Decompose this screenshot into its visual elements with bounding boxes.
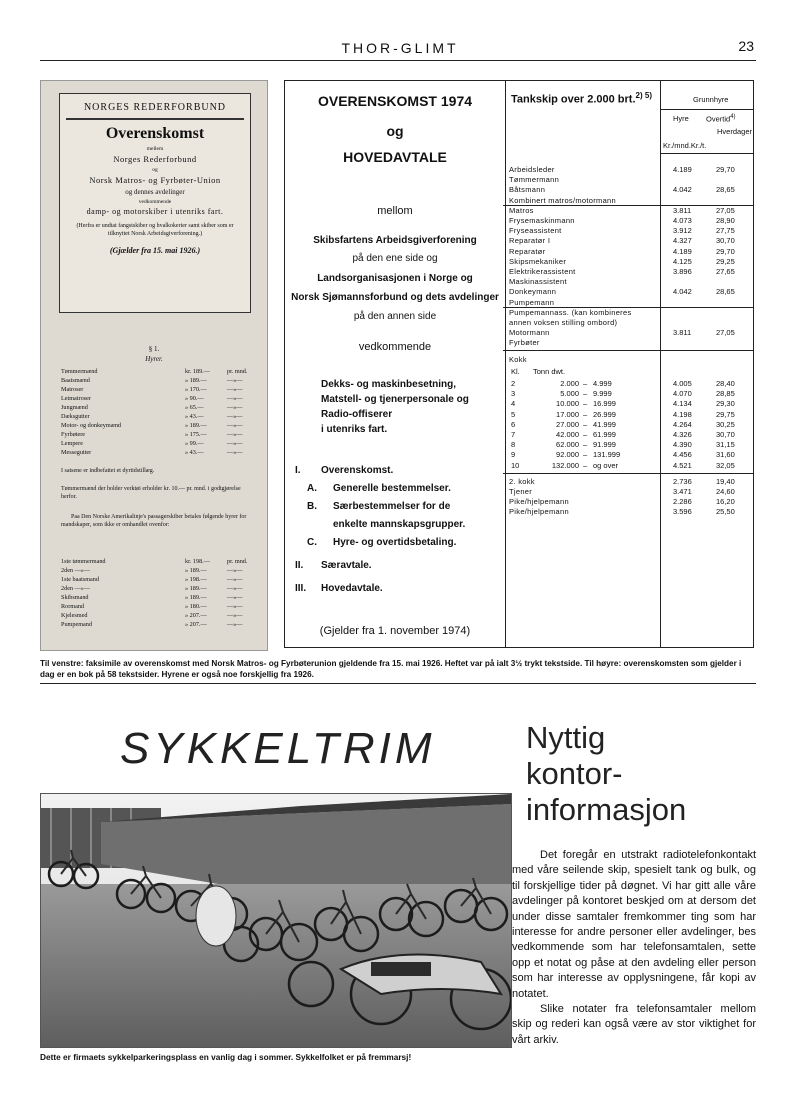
wage-row (61, 367, 257, 376)
info-paragraph: Slike notater fra telefonsamtaler mellom skip og rederi kan også være av stor viktighet for vårt arkiv. (512, 1003, 756, 1046)
tanker-wage-table (503, 80, 754, 648)
header-unit: Kr./mnd.Kr./t. (663, 141, 707, 150)
tanker-position: Tømmermann (509, 175, 560, 185)
wage-unit: —»— (227, 404, 243, 411)
wage-row (61, 376, 257, 385)
wage-title: Motor- og donkeymænd (61, 422, 122, 429)
wage-unit: —»— (227, 440, 243, 447)
tanker-position: Donkeymann (509, 287, 557, 297)
header-rule (660, 153, 753, 154)
wage-amount: » 189.— (185, 585, 207, 592)
tanker-position: Pumpemannass. (kan kombineres (509, 307, 632, 317)
wage-row (61, 430, 257, 439)
tanker-hyre: 4.070 (673, 389, 692, 399)
info-heading-line: kontor- (526, 756, 623, 791)
info-body (512, 848, 756, 1048)
wage-title: 2den —»— (61, 567, 91, 574)
tanker-position: Elektrikerassistent (509, 267, 576, 276)
cover-og: og (152, 167, 158, 173)
wage-amount: » 175.— (185, 431, 207, 438)
cover-mellem: mellem (146, 146, 164, 152)
agreement-concerning: vedkommende (358, 341, 432, 353)
wage-unit: —»— (227, 431, 243, 438)
tanker-hyre: 4.189 (673, 246, 692, 256)
wage-amount: » 99.— (185, 440, 204, 447)
tanker-overtid: 29,25 (716, 256, 735, 266)
tonnage-to: 41.999 (593, 419, 616, 429)
tanker-position: Matros (509, 205, 534, 215)
wage-unit: —»— (227, 585, 243, 592)
wage-title: Fyrbøtere (61, 431, 86, 438)
cover-heading: NORGES REDERFORBUND (83, 102, 227, 113)
wage-row (61, 602, 257, 611)
wage-unit: —»— (227, 377, 243, 384)
class-number: 3 (511, 389, 516, 399)
agreement-valid-from: (Gjelder fra 1. november 1974) (319, 625, 471, 637)
tanker-overtid: 30,70 (716, 236, 735, 246)
contents-number: II. (295, 560, 304, 571)
tanker-hyre: 3.596 (673, 507, 692, 517)
wage-title: Messegutter (61, 449, 92, 456)
tonnage-from: 17.000 (556, 409, 579, 419)
facsimile-1926 (40, 80, 268, 651)
tanker-position: 2. kokk (509, 476, 535, 486)
tanker-position: Pumpemann (509, 297, 555, 307)
tonnage-dash: – (583, 379, 588, 388)
section-rule (503, 350, 753, 351)
header-overtid (706, 114, 736, 124)
header-overtid-footnote: 4) (730, 114, 736, 120)
wage-unit: —»— (227, 594, 243, 601)
cover-party1: Norges Rederforbund (113, 154, 197, 164)
tanker-position: annen voksen stilling ombord) (509, 318, 618, 327)
cover-title: Overenskomst (105, 125, 205, 142)
facsimile-para-1: I satsene er indbefattet et dyrtidstillæg. (61, 468, 155, 474)
info-heading-line: Nyttig (526, 720, 606, 755)
tanker-hyre: 3.896 (673, 267, 692, 276)
tonnage-to: 61.999 (593, 430, 616, 439)
wage-title: Tømmermænd (61, 368, 98, 375)
agreement-title: OVERENSKOMST 1974 (317, 93, 473, 109)
tanker-overtid: 28,65 (716, 287, 735, 297)
wage-row (61, 394, 257, 403)
tanker-hyre: 4.042 (673, 287, 692, 297)
wage-unit: —»— (227, 386, 243, 393)
class-number: 4 (511, 399, 516, 409)
tanker-hyre: 4.073 (673, 216, 692, 225)
cover-subject: damp- og motorskiber i utenriks fart. (86, 207, 224, 216)
facsimile-para-3: Paa Den Norske Amerikalinje's passagerskiber betales følgende hyrer for mandskaper, som ikke er omhandlet ovenfor: (61, 514, 247, 528)
tanker-hyre: 4.264 (673, 419, 692, 429)
tanker-position: Skipsmekaniker (509, 256, 567, 266)
contents-letter (295, 517, 329, 532)
facsimile-cover (59, 93, 251, 313)
tanker-hyre: 4.134 (673, 399, 692, 409)
tanker-overtid: 31,60 (716, 450, 735, 460)
agreement-side2: på den annen side (353, 311, 437, 322)
wage-row (61, 557, 257, 566)
wage-table-passenger (61, 557, 257, 629)
class-number: 5 (511, 409, 516, 419)
wage-table-1926 (61, 367, 257, 457)
tanker-overtid: 27,05 (716, 205, 735, 215)
contents-number: I. (295, 465, 301, 476)
column-divider (660, 81, 661, 647)
tonnage-from: 2.000 (560, 379, 579, 388)
header-hverdager: Hverdager (717, 127, 753, 136)
bicycle-parking-photo (40, 793, 512, 1048)
wage-amount: » 43.— (185, 413, 204, 420)
wage-row (61, 412, 257, 421)
wage-title: Pumpemand (61, 621, 92, 628)
tonnage-dash: – (583, 450, 588, 460)
contents-text: Generelle bestemmelser. (333, 483, 451, 494)
header-overtid-text: Overtid (706, 114, 731, 124)
wage-title: 1ste baatsmand (61, 576, 99, 583)
info-paragraph: Det foregår en utstrakt radiotelefonkontakt med våre seilende skip, spesielt tank og bulk, og til forskjellige tider på døgnet. Vi har gitt alle våre avdelinger på kontoret beskjed om at dersom det under disse samtaler fremkommer ting som har interesse for andre personer eller avdelinger, bes vedkommende som har telefonsamtalen, sette opp et notat og påse at den avdeling eller person som har interesse av opplysningene, får kopi av notatet. (512, 849, 756, 1000)
tonnage-from: 92.000 (556, 450, 579, 460)
wage-amount: » 198.— (185, 576, 207, 583)
contents-text: enkelte mannskapsgrupper. (333, 519, 466, 530)
tanker-hyre: 2.286 (673, 497, 692, 507)
tanker-hyre: 3.912 (673, 226, 692, 236)
wage-row (61, 620, 257, 629)
cover-date: (Gjælder fra 15. mai 1926.) (109, 246, 201, 255)
tanker-hyre: 4.326 (673, 430, 692, 439)
wage-unit: —»— (227, 621, 243, 628)
section-number: § 1. (148, 345, 160, 353)
tonnage-from: 42.000 (556, 430, 579, 439)
header-hyre: Hyre (673, 114, 689, 123)
tanker-overtid: 32,05 (716, 460, 735, 470)
tanker-title-footnote: 2) 5) (635, 91, 652, 100)
class-number: 10 (511, 460, 520, 470)
wage-unit: —»— (227, 413, 243, 420)
tanker-overtid: 27,05 (716, 328, 735, 338)
tanker-overtid: 31,15 (716, 440, 735, 450)
contents-item (295, 481, 500, 496)
wage-row (61, 611, 257, 620)
wage-row (61, 421, 257, 430)
agreement-side1: på den ene side og (352, 253, 438, 264)
tonnage-to: 4.999 (593, 379, 612, 388)
running-header: THOR-GLIMT (341, 40, 459, 56)
tanker-overtid: 29,70 (716, 165, 735, 174)
wage-unit: pr. mnd. (227, 368, 248, 375)
tonnage-to: 91.999 (593, 440, 616, 450)
contents-item (295, 517, 500, 532)
contents-item (295, 558, 500, 573)
photo-caption: Dette er firmaets sykkelparkeringsplass en vanlig dag i sommer. Sykkelfolket er på fremmarsj! (40, 1052, 412, 1062)
tonnage-dash: – (583, 409, 588, 419)
wage-unit: —»— (227, 567, 243, 574)
tanker-position: Kombinert matros/motormann (509, 195, 617, 205)
cover-exception: (Herfra er undtat fangstskiber og hvalkokerier samt skiber som er tilknyttet Norsk Arbeidsgiverforening.) (76, 223, 234, 237)
tanker-position: Motormann (509, 328, 550, 338)
tanker-position: Fyrbøter (509, 338, 540, 348)
tanker-hyre: 3.811 (673, 328, 692, 338)
tanker-overtid: 29,75 (716, 409, 735, 419)
info-heading (526, 720, 686, 828)
contents-text: Særavtale. (321, 560, 372, 571)
wage-unit: —»— (227, 576, 243, 583)
figure-caption: Til venstre: faksimile av overenskomst med Norsk Matros- og Fyrbøterunion gjeldende fra 15. mai 1926. Heftet var på ialt 3½ trykt tekstside. Til høyre: overenskomsten som gjelder i dag er en bok på 58 tekstsider. Hyrene er også noe forskjellig fra 1926. (40, 659, 742, 679)
wage-row (61, 566, 257, 575)
tanker-overtid: 25,50 (716, 507, 735, 517)
tanker-overtid: 30,70 (716, 430, 735, 439)
tanker-overtid: 16,20 (716, 497, 735, 507)
wage-title: Lempere (61, 440, 83, 447)
wage-row (61, 575, 257, 584)
tonnage-dash: – (583, 430, 588, 439)
tanker-position: Reparatør (509, 246, 546, 256)
contents-letter: A. (307, 483, 317, 494)
subject-line: Radio-offiserer (321, 409, 393, 420)
agreement-party1: Skibsfartens Arbeidsgiverforening (313, 235, 477, 246)
wage-unit: —»— (227, 422, 243, 429)
tanker-position: Pike/hjelpemann (509, 507, 569, 517)
tanker-position: Arbeidsleder (509, 165, 555, 174)
tanker-position: Frysemaskinmann (509, 216, 575, 225)
contents-letter: C. (307, 537, 317, 548)
contents-number: III. (295, 583, 307, 594)
tonnage-dash: – (583, 389, 588, 399)
tonnage-dash: – (583, 460, 588, 470)
tanker-hyre: 3.811 (673, 205, 692, 215)
wage-row (61, 448, 257, 457)
tanker-hyre: 4.390 (673, 440, 692, 450)
agreement-party2a: Landsorganisasjonen i Norge og (317, 273, 473, 284)
tonnage-from: 10.000 (556, 399, 579, 409)
facsimile-para-2: Tømmermænd der holder verktøi erholder kr. 10.— pr. mnd. i godtgjørelse herfor. (61, 486, 241, 500)
tonnage-dash: – (583, 399, 588, 409)
wage-title: 1ste tømmermand (61, 558, 106, 565)
tanker-hyre: 4.125 (673, 256, 692, 266)
contents-text: Hyre- og overtidsbetaling. (333, 537, 457, 548)
tonnage-to: 16.999 (593, 399, 616, 409)
wage-title: Dæksgutter (61, 413, 90, 420)
wage-amount: » 189.— (185, 422, 207, 429)
wage-title: Letmatroser (61, 395, 91, 402)
tonnage-to: 131.999 (593, 450, 621, 460)
wage-amount: kr. 189.— (185, 368, 210, 375)
agreement-title2: HOVEDAVTALE (343, 149, 447, 165)
tanker-overtid: 28,85 (716, 389, 735, 399)
sykkeltrim-heading: SYKKELTRIM (120, 724, 436, 773)
tonnage-header: Tonn dwt. (533, 366, 566, 376)
page-number: 23 (738, 38, 754, 54)
agreement-1974-box (284, 80, 506, 648)
tanker-position: Båtsmann (509, 185, 546, 195)
wage-amount: » 180.— (185, 603, 207, 610)
wage-row (61, 584, 257, 593)
tanker-hyre: 3.471 (673, 487, 692, 496)
wage-amount: » 43.— (185, 449, 204, 456)
section-rule (503, 473, 753, 474)
wage-amount: » 90.— (185, 395, 204, 402)
wage-title: Kjelesmed (61, 612, 88, 619)
wage-row (61, 439, 257, 448)
tonnage-from: 5.000 (560, 389, 579, 399)
wage-amount: » 207.— (185, 612, 207, 619)
wage-unit: —»— (227, 603, 243, 610)
class-number: 6 (511, 419, 516, 429)
tanker-overtid: 19,40 (716, 476, 735, 486)
tanker-overtid: 27,65 (716, 267, 735, 276)
wage-title: Baatsmænd (61, 377, 90, 384)
tonnage-dash: – (583, 419, 588, 429)
tonnage-to: og over (593, 460, 619, 470)
tanker-position: Reparatør I (509, 236, 551, 246)
class-number: 2 (511, 379, 516, 388)
tanker-overtid: 28,65 (716, 185, 735, 195)
tanker-overtid: 24,60 (716, 487, 735, 496)
tanker-position: Fryseassistent (509, 226, 562, 236)
tonnage-dash: – (583, 440, 588, 450)
class-header: Kl. (511, 366, 520, 376)
tanker-hyre: 4.189 (673, 165, 692, 174)
tanker-position: Pike/hjelpemann (509, 497, 569, 507)
wage-title: 2den —»— (61, 585, 91, 592)
tanker-overtid: 28,90 (716, 216, 735, 225)
tonnage-to: 9.999 (593, 389, 612, 399)
wage-title: Jungmænd (61, 404, 88, 411)
tanker-hyre: 4.042 (673, 185, 692, 195)
tanker-position: Maskinassistent (509, 277, 567, 287)
wage-unit: —»— (227, 449, 243, 456)
header-rule (40, 60, 756, 61)
class-number: 7 (511, 430, 516, 439)
cover-party2: Norsk Matros- og Fyrbøter-Union (89, 175, 221, 185)
contents-text: Hovedavtale. (321, 583, 383, 594)
contents-item (295, 535, 500, 550)
wage-amount: » 170.— (185, 386, 207, 393)
tanker-hyre: 4.005 (673, 379, 692, 388)
wage-amount: » 65.— (185, 404, 204, 411)
contents-item (295, 499, 500, 514)
tonnage-from: 132.000 (551, 460, 579, 470)
kokk-label: Kokk (509, 354, 527, 364)
tanker-hyre: 2.736 (673, 476, 692, 486)
tonnage-from: 27.000 (556, 419, 579, 429)
wage-row (61, 403, 257, 412)
wage-title: Rormand (61, 603, 85, 610)
tanker-title (511, 91, 652, 106)
tanker-hyre: 4.198 (673, 409, 692, 419)
wage-amount: » 189.— (185, 594, 207, 601)
header-rule (660, 109, 753, 110)
wage-unit: pr. mnd. (227, 558, 248, 565)
info-heading-line: informasjon (526, 792, 687, 827)
wage-row (61, 593, 257, 602)
tonnage-from: 62.000 (556, 440, 579, 450)
tanker-overtid: 30,25 (716, 419, 735, 429)
agreement-mellom: mellom (377, 205, 413, 217)
subject-line: Dekks- og maskinbesetning, (321, 379, 457, 390)
wage-unit: —»— (227, 395, 243, 402)
agreement-party2b: Norsk Sjømannsforbund og dets avdelinger (291, 292, 499, 303)
tonnage-to: 26.999 (593, 409, 616, 419)
tanker-position: Tjener (509, 487, 533, 496)
header-grunnhyre: Grunnhyre (693, 95, 729, 104)
contents-text: Overenskomst. (321, 465, 394, 476)
agreement-contents (295, 463, 500, 599)
agreement-subject (321, 377, 501, 437)
section-title: Hyrer. (145, 355, 163, 363)
class-number: 8 (511, 440, 516, 450)
tanker-title-text: Tankskip over 2.000 brt. (511, 93, 636, 106)
contents-item (295, 463, 500, 478)
contents-letter: B. (307, 501, 317, 512)
bicycle-photo-illustration (41, 794, 511, 1047)
wage-amount: » 207.— (185, 621, 207, 628)
wage-amount: » 189.— (185, 567, 207, 574)
agreement-og: og (386, 123, 404, 139)
wage-row (61, 385, 257, 394)
cover-rule (66, 118, 244, 120)
subject-line: Matstell- og tjenerpersonale og (321, 394, 469, 405)
contents-item (295, 581, 500, 596)
tanker-overtid: 27,75 (716, 226, 735, 236)
wage-unit: —»— (227, 612, 243, 619)
tanker-hyre: 4.327 (673, 236, 692, 246)
subject-line: i utenriks fart. (321, 424, 388, 435)
tanker-overtid: 29,70 (716, 246, 735, 256)
caption-rule (40, 683, 756, 684)
class-number: 9 (511, 450, 516, 460)
wage-amount: kr. 198.— (185, 558, 210, 565)
wage-title: Skibsmand (61, 594, 89, 601)
cover-concerning: vedkommende (138, 199, 172, 205)
cover-departments: og dennes avdelinger (125, 188, 185, 196)
tanker-hyre: 4.521 (673, 460, 692, 470)
tanker-overtid: 28,40 (716, 379, 735, 388)
wage-amount: » 189.— (185, 377, 207, 384)
tanker-hyre: 4.456 (673, 450, 692, 460)
contents-text: Særbestemmelser for de (333, 501, 451, 512)
tanker-overtid: 29,30 (716, 399, 735, 409)
wage-title: Matroser (61, 386, 84, 393)
